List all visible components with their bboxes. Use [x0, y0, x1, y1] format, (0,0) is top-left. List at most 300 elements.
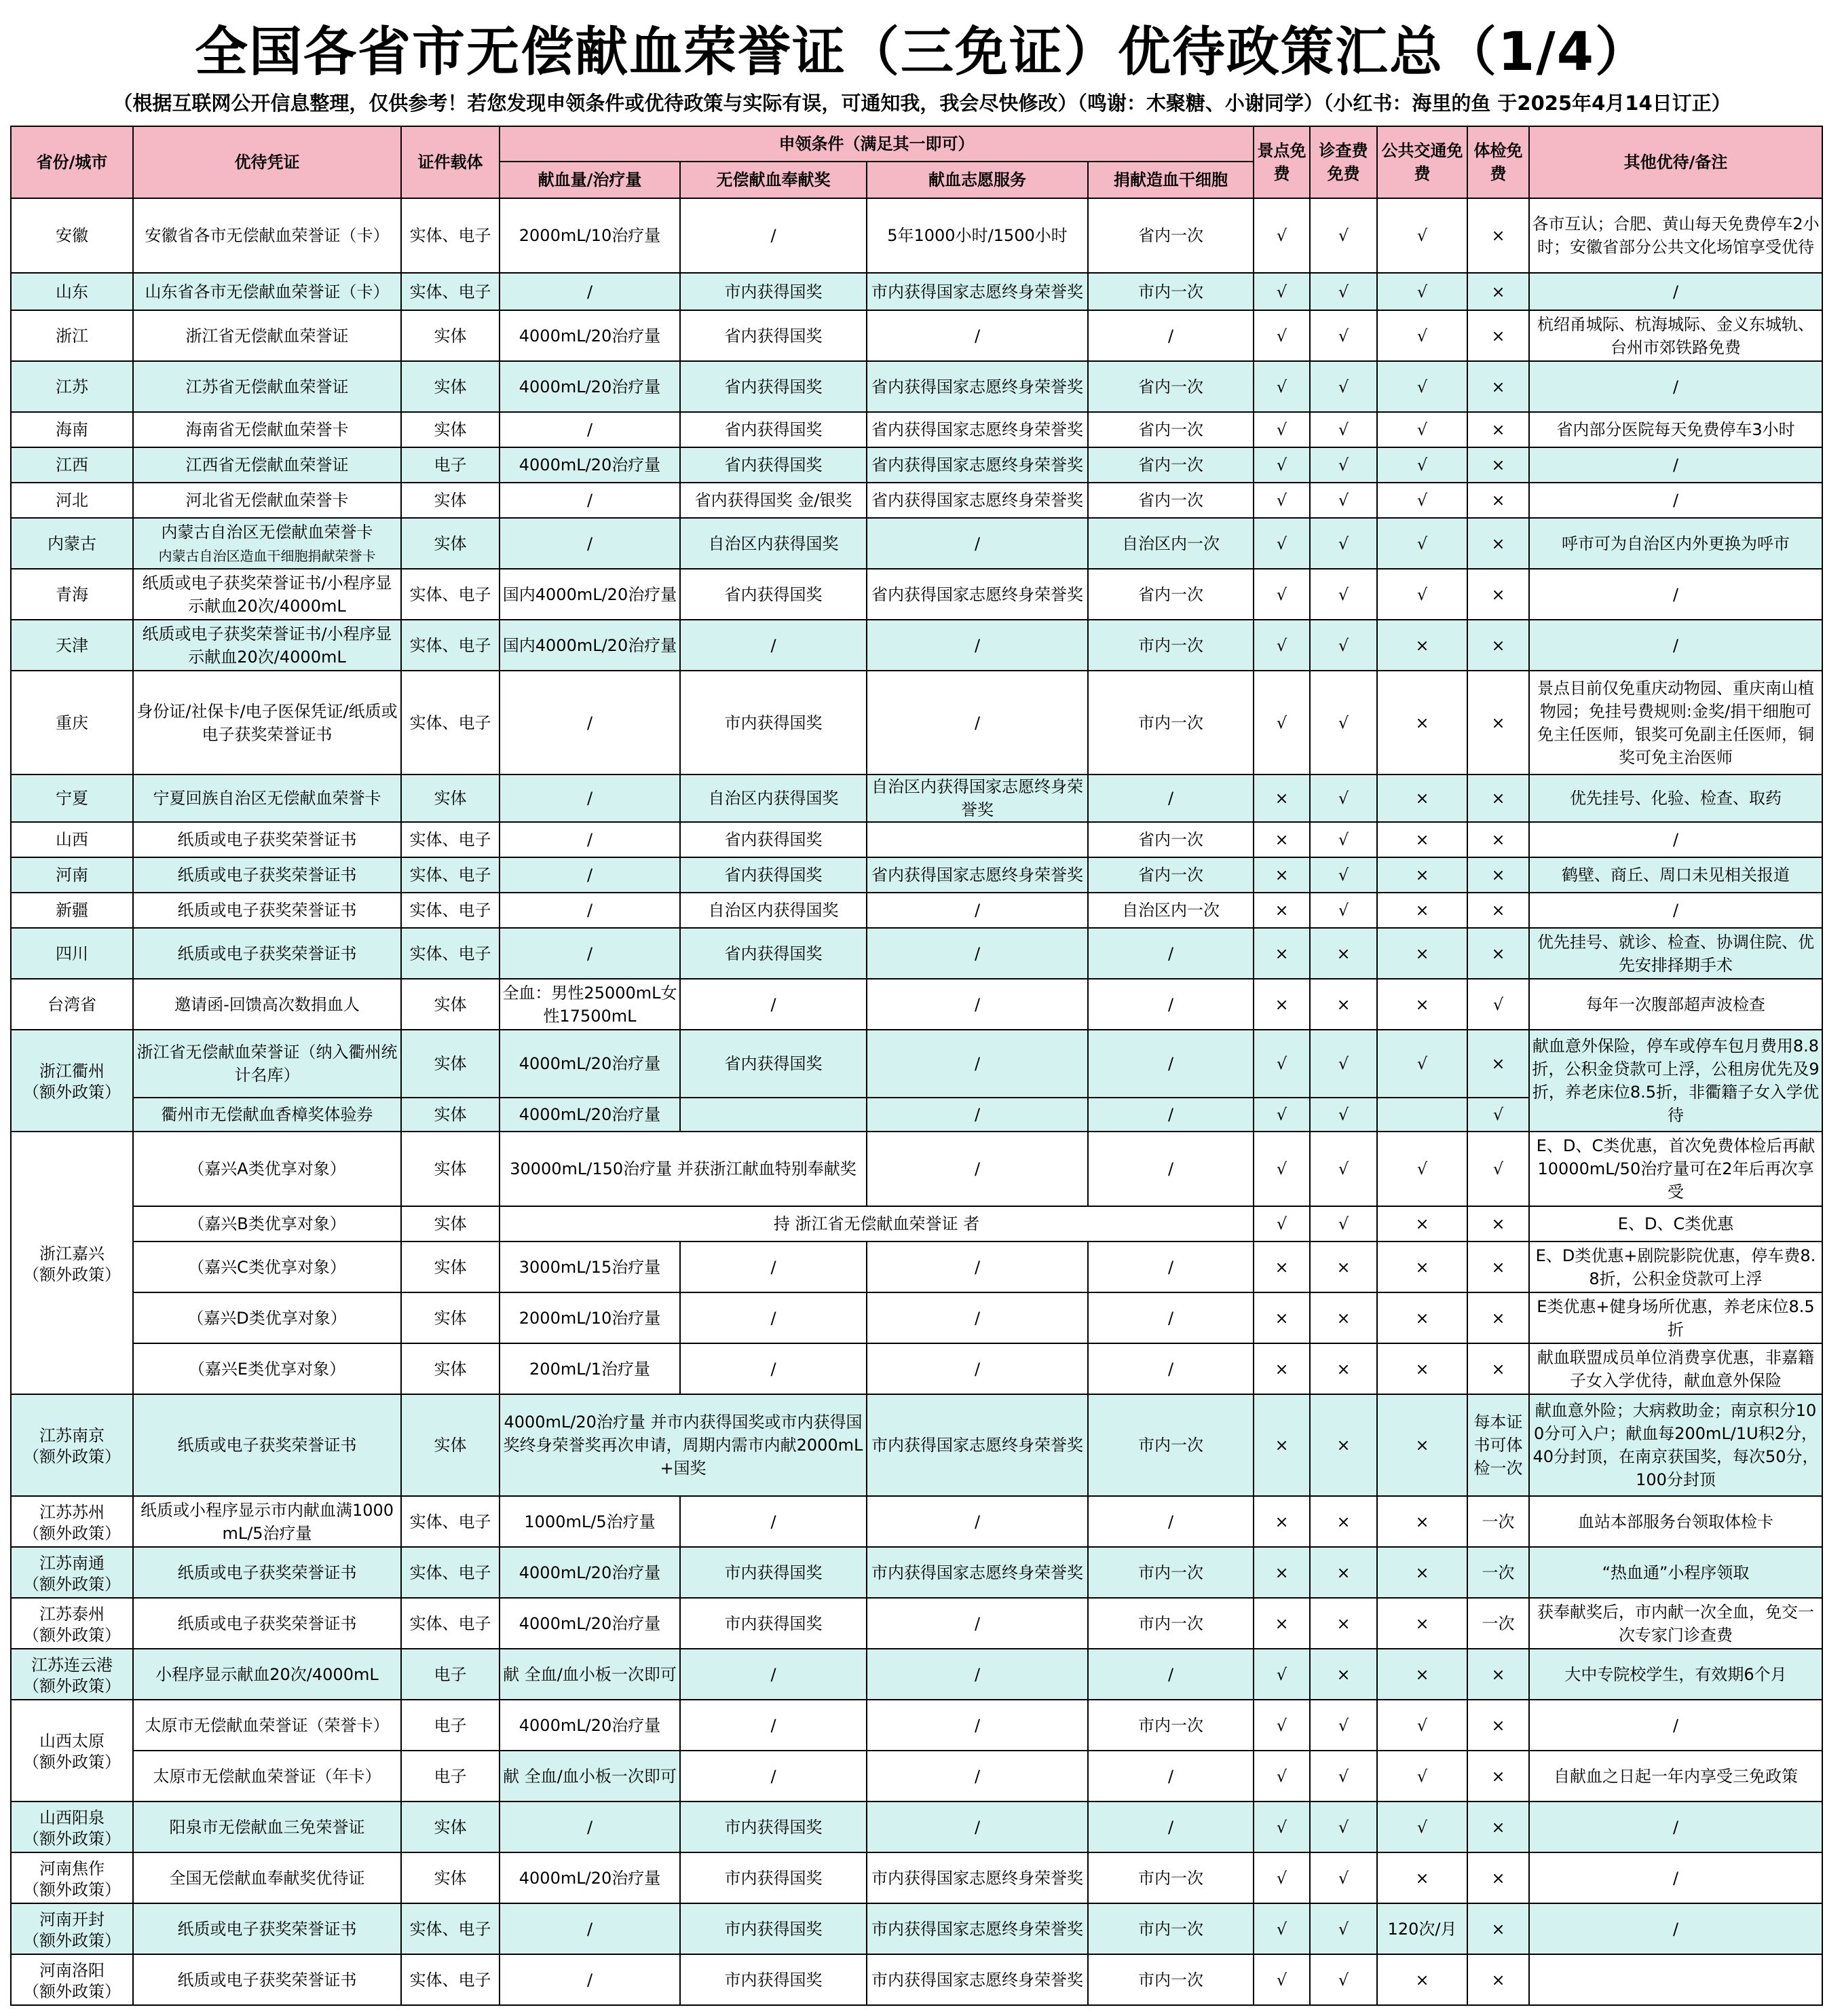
- transit-mark: ×: [1377, 1292, 1467, 1343]
- carrier-cell: 实体: [401, 774, 500, 822]
- note-cell: 各市互认；合肥、黄山每天免费停车2小时；安徽省部分公共文化场馆享受优待: [1529, 198, 1822, 273]
- carrier-cell: 电子: [401, 1649, 500, 1700]
- volunteer-cell: 省内获得国家志愿终身荣誉奖: [867, 447, 1088, 483]
- award-cell: 省内获得国奖: [680, 1030, 867, 1098]
- stem-cell: 市内一次: [1088, 1852, 1254, 1903]
- volume-cell: 4000mL/20治疗量: [500, 310, 680, 361]
- note-cell: 献血意外险；大病救助金；南京积分100分可入户；献血每200mL/1U积2分，40分封顶，在南京获国奖，每次50分，100分封顶: [1529, 1394, 1822, 1496]
- carrier-cell: 实体: [401, 1132, 500, 1206]
- award-cell: 市内获得国奖: [680, 1903, 867, 1954]
- volume-cell: 30000mL/150治疗量 并获浙江献血特别奉献奖: [500, 1132, 867, 1206]
- transit-mark: ×: [1377, 620, 1467, 671]
- volunteer-cell: /: [867, 1802, 1088, 1852]
- cert-cell: 安徽省各市无偿献血荣誉证（卡）: [133, 198, 401, 273]
- clinic-mark: √: [1310, 1206, 1377, 1242]
- volunteer-cell: 市内获得国家志愿终身荣誉奖: [867, 1954, 1088, 2005]
- note-cell: E、D、C类优惠，首次免费体检后再献10000mL/50治疗量可在2年后再次享受: [1529, 1132, 1822, 1206]
- volunteer-cell: 省内获得国家志愿终身荣誉奖: [867, 361, 1088, 412]
- carrier-cell: 实体: [401, 518, 500, 569]
- volume-cell: /: [500, 774, 680, 822]
- volume-cell: 4000mL/20治疗量: [500, 1700, 680, 1751]
- carrier-cell: 电子: [401, 447, 500, 483]
- stem-cell: 自治区内一次: [1088, 893, 1254, 928]
- carrier-cell: 实体、电子: [401, 1547, 500, 1598]
- transit-mark: √: [1377, 1132, 1467, 1206]
- carrier-cell: 实体: [401, 310, 500, 361]
- province-name: 河南焦作: [39, 1859, 105, 1878]
- stem-cell: /: [1088, 1343, 1254, 1394]
- clinic-mark: ×: [1310, 1496, 1377, 1547]
- transit-mark: ×: [1377, 671, 1467, 774]
- carrier-cell: 实体、电子: [401, 1954, 500, 2005]
- scenic-mark: ×: [1254, 1547, 1310, 1598]
- award-cell: /: [680, 979, 867, 1030]
- province-cell: [11, 1030, 133, 1132]
- volunteer-cell: /: [867, 1700, 1088, 1751]
- scenic-mark: √: [1254, 569, 1310, 620]
- checkup-mark: ×: [1467, 1030, 1529, 1098]
- volume-cell: /: [500, 893, 680, 928]
- clinic-mark: √: [1310, 1030, 1377, 1098]
- transit-mark: ×: [1377, 1547, 1467, 1598]
- scenic-mark: √: [1254, 198, 1310, 273]
- province-extra: （额外政策）: [23, 1083, 121, 1102]
- checkup-mark: 一次: [1467, 1547, 1529, 1598]
- cert-cell: 纸质或电子获奖荣誉证书: [133, 893, 401, 928]
- scenic-mark: √: [1254, 1098, 1310, 1132]
- transit-mark: ×: [1377, 1206, 1467, 1242]
- transit-mark: [1377, 1098, 1467, 1132]
- note-cell: “热血通”小程序领取: [1529, 1547, 1822, 1598]
- province-cell: 重庆: [11, 671, 133, 774]
- carrier-cell: 实体: [401, 361, 500, 412]
- transit-mark: √: [1377, 1700, 1467, 1751]
- note-cell: /: [1529, 361, 1822, 412]
- stem-cell: 市内一次: [1088, 1903, 1254, 1954]
- scenic-mark: √: [1254, 1751, 1310, 1802]
- province-cell: 宁夏: [11, 774, 133, 822]
- carrier-cell: 实体: [401, 1206, 500, 1242]
- cert-cell: 纸质或电子获奖荣誉证书: [133, 857, 401, 893]
- note-cell: 省内部分医院每天免费停车3小时: [1529, 412, 1822, 447]
- transit-mark: √: [1377, 273, 1467, 310]
- province-cell: 四川: [11, 928, 133, 979]
- stem-cell: 市内一次: [1088, 1547, 1254, 1598]
- cert-cell: 江西省无偿献血荣誉证: [133, 447, 401, 483]
- cert-line-2: 内蒙古自治区造血干细胞捐献荣誉卡: [158, 547, 376, 564]
- volunteer-cell: /: [867, 979, 1088, 1030]
- header-carrier: 证件载体: [401, 126, 500, 198]
- stem-cell: 市内一次: [1088, 620, 1254, 671]
- province-extra: （额外政策）: [23, 1981, 121, 2001]
- conditions-merged-cell: 持 浙江省无偿献血荣誉证 者: [500, 1206, 1254, 1242]
- carrier-cell: 实体: [401, 483, 500, 518]
- volunteer-cell: 自治区内获得国家志愿终身荣誉奖: [867, 774, 1088, 822]
- clinic-mark: ×: [1310, 1394, 1377, 1496]
- header-clinic: 诊查费免费: [1310, 126, 1377, 198]
- checkup-mark: 每本证书可体检一次: [1467, 1394, 1529, 1496]
- note-cell: /: [1529, 822, 1822, 857]
- scenic-mark: √: [1254, 1802, 1310, 1852]
- award-cell: /: [680, 1649, 867, 1700]
- province-name: 江苏连云港: [31, 1655, 113, 1675]
- carrier-cell: 实体、电子: [401, 928, 500, 979]
- stem-cell: 省内一次: [1088, 483, 1254, 518]
- clinic-mark: √: [1310, 1098, 1377, 1132]
- volunteer-cell: /: [867, 928, 1088, 979]
- volunteer-cell: 市内获得国家志愿终身荣誉奖: [867, 273, 1088, 310]
- award-cell: 省内获得国奖: [680, 822, 867, 857]
- checkup-mark: ×: [1467, 1700, 1529, 1751]
- transit-mark: ×: [1377, 1496, 1467, 1547]
- page-subtitle: （根据互联网公开信息整理，仅供参考！若您发现申领条件或优待政策与实际有误，可通知我，我会尽快修改）（鸣谢：木聚糖、小谢同学）（小红书：海里的鱼 于2025年4月14日订正）: [113, 92, 1731, 115]
- volume-cell: /: [500, 822, 680, 857]
- volume-cell: /: [500, 1903, 680, 1954]
- transit-mark: ×: [1377, 857, 1467, 893]
- stem-cell: 市内一次: [1088, 1700, 1254, 1751]
- volunteer-cell: /: [867, 1030, 1088, 1098]
- stem-cell: 省内一次: [1088, 361, 1254, 412]
- note-cell: 献血联盟成员单位消费享优惠，非嘉籍子女入学优待，献血意外保险: [1529, 1343, 1822, 1394]
- province-cell: [11, 1394, 133, 1496]
- transit-mark: ×: [1377, 1649, 1467, 1700]
- transit-mark: √: [1377, 412, 1467, 447]
- transit-mark: √: [1377, 310, 1467, 361]
- transit-mark: √: [1377, 569, 1467, 620]
- award-cell: 市内获得国奖: [680, 1802, 867, 1852]
- volunteer-cell: /: [867, 893, 1088, 928]
- scenic-mark: ×: [1254, 822, 1310, 857]
- clinic-mark: √: [1310, 483, 1377, 518]
- volunteer-cell: 市内获得国家志愿终身荣誉奖: [867, 1852, 1088, 1903]
- cert-cell: 纸质或电子获奖荣誉证书: [133, 1394, 401, 1496]
- clinic-mark: ×: [1310, 1292, 1377, 1343]
- cert-cell: （嘉兴B类优享对象）: [133, 1206, 401, 1242]
- stem-cell: /: [1088, 1496, 1254, 1547]
- volume-cell: /: [500, 412, 680, 447]
- volume-cell: 4000mL/20治疗量 并市内获得国奖或市内获得国奖终身荣誉奖再次申请，周期内需市内献2000mL+国奖: [500, 1394, 867, 1496]
- award-cell: 市内获得国奖: [680, 273, 867, 310]
- cert-cell: 浙江省无偿献血荣誉证: [133, 310, 401, 361]
- checkup-mark: 一次: [1467, 1598, 1529, 1649]
- scenic-mark: ×: [1254, 1496, 1310, 1547]
- cert-cell: 纸质或电子获奖荣誉证书: [133, 1954, 401, 2005]
- checkup-mark: 一次: [1467, 1496, 1529, 1547]
- province-cell: 台湾省: [11, 979, 133, 1030]
- cert-cell: 宁夏回族自治区无偿献血荣誉卡: [133, 774, 401, 822]
- note-cell: 鹤壁、商丘、周口未见相关报道: [1529, 857, 1822, 893]
- province-extra: （额外政策）: [23, 1265, 121, 1284]
- award-cell: /: [680, 1343, 867, 1394]
- volume-cell: 1000mL/5治疗量: [500, 1496, 680, 1547]
- checkup-mark: ×: [1467, 569, 1529, 620]
- carrier-cell: 实体: [401, 412, 500, 447]
- note-cell: /: [1529, 1802, 1822, 1852]
- clinic-mark: √: [1310, 447, 1377, 483]
- cert-cell: 纸质或电子获奖荣誉证书: [133, 1598, 401, 1649]
- header-award: 无偿献血奉献奖: [680, 162, 867, 198]
- volume-cell: 4000mL/20治疗量: [500, 447, 680, 483]
- transit-mark: √: [1377, 518, 1467, 569]
- page-title: 全国各省市无偿献血荣誉证（三免证）优待政策汇总（1/4）: [194, 22, 1650, 83]
- header-province: 省份/城市: [11, 126, 133, 198]
- carrier-cell: 实体、电子: [401, 273, 500, 310]
- transit-mark: ×: [1377, 979, 1467, 1030]
- checkup-mark: ×: [1467, 361, 1529, 412]
- note-cell: E、D类优惠+剧院影院优惠，停车费8.8折，公积金贷款可上浮: [1529, 1242, 1822, 1292]
- award-cell: 省内获得国奖: [680, 447, 867, 483]
- clinic-mark: √: [1310, 569, 1377, 620]
- stem-cell: /: [1088, 310, 1254, 361]
- transit-mark: √: [1377, 198, 1467, 273]
- scenic-mark: √: [1254, 518, 1310, 569]
- carrier-cell: 实体: [401, 1802, 500, 1852]
- header-scenic: 景点免费: [1254, 126, 1310, 198]
- transit-mark: 120次/月: [1377, 1903, 1467, 1954]
- carrier-cell: 实体、电子: [401, 1496, 500, 1547]
- carrier-cell: 实体: [401, 1292, 500, 1343]
- carrier-cell: 实体、电子: [401, 569, 500, 620]
- clinic-mark: √: [1310, 822, 1377, 857]
- note-cell: 优先挂号、就诊、检查、协调住院、优先安排择期手术: [1529, 928, 1822, 979]
- volunteer-cell: /: [867, 1132, 1088, 1206]
- header-volume: 献血量/治疗量: [500, 162, 680, 198]
- province-cell: 安徽: [11, 198, 133, 273]
- stem-cell: 市内一次: [1088, 1394, 1254, 1496]
- transit-mark: √: [1377, 1802, 1467, 1852]
- volunteer-cell: [867, 822, 1088, 857]
- scenic-mark: ×: [1254, 1242, 1310, 1292]
- volunteer-cell: 省内获得国家志愿终身荣誉奖: [867, 569, 1088, 620]
- cert-cell: 江苏省无偿献血荣誉证: [133, 361, 401, 412]
- award-cell: 自治区内获得国奖: [680, 893, 867, 928]
- header-other: 其他优待/备注: [1529, 126, 1822, 198]
- cert-cell: 河北省无偿献血荣誉卡: [133, 483, 401, 518]
- volunteer-cell: 省内获得国家志愿终身荣誉奖: [867, 412, 1088, 447]
- transit-mark: √: [1377, 483, 1467, 518]
- cert-cell: 纸质或电子获奖荣誉证书: [133, 1903, 401, 1954]
- scenic-mark: ×: [1254, 1394, 1310, 1496]
- award-cell: 省内获得国奖: [680, 569, 867, 620]
- note-cell: E、D、C类优惠: [1529, 1206, 1822, 1242]
- award-cell: 省内获得国奖 金/银奖: [680, 483, 867, 518]
- clinic-mark: √: [1310, 671, 1377, 774]
- scenic-mark: √: [1254, 412, 1310, 447]
- cert-cell: 纸质或电子获奖荣誉证书/小程序显示献血20次/4000mL: [133, 620, 401, 671]
- clinic-mark: √: [1310, 1700, 1377, 1751]
- clinic-mark: √: [1310, 518, 1377, 569]
- note-cell: [1529, 1954, 1822, 2005]
- volunteer-cell: /: [867, 1292, 1088, 1343]
- checkup-mark: ×: [1467, 1343, 1529, 1394]
- stem-cell: /: [1088, 979, 1254, 1030]
- checkup-mark: ×: [1467, 1242, 1529, 1292]
- cert-cell: （嘉兴A类优享对象）: [133, 1132, 401, 1206]
- stem-cell: 市内一次: [1088, 1954, 1254, 2005]
- stem-cell: /: [1088, 1649, 1254, 1700]
- province-extra: （额外政策）: [23, 1930, 121, 1950]
- note-cell: 大中专院校学生，有效期6个月: [1529, 1649, 1822, 1700]
- scenic-mark: √: [1254, 1132, 1310, 1206]
- clinic-mark: ×: [1310, 1343, 1377, 1394]
- transit-mark: ×: [1377, 1343, 1467, 1394]
- clinic-mark: √: [1310, 1751, 1377, 1802]
- clinic-mark: √: [1310, 273, 1377, 310]
- carrier-cell: 电子: [401, 1751, 500, 1802]
- volunteer-cell: 市内获得国家志愿终身荣誉奖: [867, 1547, 1088, 1598]
- transit-mark: ×: [1377, 1394, 1467, 1496]
- stem-cell: /: [1088, 1098, 1254, 1132]
- checkup-mark: ×: [1467, 1852, 1529, 1903]
- province-extra: （额外政策）: [23, 1753, 121, 1772]
- note-cell: /: [1529, 620, 1822, 671]
- transit-mark: ×: [1377, 1954, 1467, 2005]
- province-cell: [11, 1598, 133, 1649]
- volume-cell: /: [500, 518, 680, 569]
- volume-cell: /: [500, 1802, 680, 1852]
- volume-cell: /: [500, 671, 680, 774]
- volunteer-cell: 市内获得国家志愿终身荣誉奖: [867, 1903, 1088, 1954]
- stem-cell: /: [1088, 1242, 1254, 1292]
- note-cell: 景点目前仅免重庆动物园、重庆南山植物园；免挂号费规则:金奖/捐干细胞可免主任医师，银奖可免副主任医师，铜奖可免主治医师: [1529, 671, 1822, 774]
- volume-cell: 全血：男性25000mL女性17500mL: [500, 979, 680, 1030]
- province-extra: （额外政策）: [23, 1447, 121, 1466]
- scenic-mark: √: [1254, 1700, 1310, 1751]
- province-cell: 山东: [11, 273, 133, 310]
- carrier-cell: 实体、电子: [401, 671, 500, 774]
- cert-cell: 阳泉市无偿献血三免荣誉证: [133, 1802, 401, 1852]
- note-cell: 优先挂号、化验、检查、取药: [1529, 774, 1822, 822]
- scenic-mark: √: [1254, 483, 1310, 518]
- province-cell: 海南: [11, 412, 133, 447]
- stem-cell: /: [1088, 1802, 1254, 1852]
- volume-cell: 献 全血/血小板一次即可: [500, 1649, 680, 1700]
- scenic-mark: √: [1254, 273, 1310, 310]
- transit-mark: √: [1377, 361, 1467, 412]
- checkup-mark: ×: [1467, 412, 1529, 447]
- clinic-mark: √: [1310, 893, 1377, 928]
- stem-cell: 自治区内一次: [1088, 518, 1254, 569]
- award-cell: 省内获得国奖: [680, 361, 867, 412]
- stem-cell: 省内一次: [1088, 857, 1254, 893]
- clinic-mark: √: [1310, 198, 1377, 273]
- stem-cell: 市内一次: [1088, 671, 1254, 774]
- scenic-mark: ×: [1254, 928, 1310, 979]
- carrier-cell: 实体: [401, 1343, 500, 1394]
- volume-cell: 4000mL/20治疗量: [500, 1030, 680, 1098]
- stem-cell: 省内一次: [1088, 198, 1254, 273]
- clinic-mark: √: [1310, 857, 1377, 893]
- checkup-mark: ×: [1467, 1206, 1529, 1242]
- volunteer-cell: /: [867, 1343, 1088, 1394]
- clinic-mark: √: [1310, 412, 1377, 447]
- province-cell: 新疆: [11, 893, 133, 928]
- province-cell: 浙江: [11, 310, 133, 361]
- carrier-cell: 实体、电子: [401, 620, 500, 671]
- province-extra: （额外政策）: [23, 1829, 121, 1848]
- volunteer-cell: 省内获得国家志愿终身荣誉奖: [867, 483, 1088, 518]
- province-name: 河南洛阳: [39, 1960, 105, 1980]
- award-cell: /: [680, 198, 867, 273]
- checkup-mark: ×: [1467, 198, 1529, 273]
- checkup-mark: ×: [1467, 447, 1529, 483]
- carrier-cell: 实体、电子: [401, 1598, 500, 1649]
- award-cell: 市内获得国奖: [680, 1598, 867, 1649]
- volunteer-cell: 5年1000小时/1500小时: [867, 198, 1088, 273]
- header-volunteer: 献血志愿服务: [867, 162, 1088, 198]
- clinic-mark: √: [1310, 1903, 1377, 1954]
- volunteer-cell: /: [867, 1649, 1088, 1700]
- volume-cell: /: [500, 857, 680, 893]
- scenic-mark: √: [1254, 671, 1310, 774]
- province-cell: [11, 1649, 133, 1700]
- checkup-mark: ×: [1467, 1903, 1529, 1954]
- province-name: 山西阳泉: [39, 1808, 105, 1827]
- province-cell: 天津: [11, 620, 133, 671]
- volunteer-cell: /: [867, 518, 1088, 569]
- scenic-mark: √: [1254, 310, 1310, 361]
- volume-cell: 3000mL/15治疗量: [500, 1242, 680, 1292]
- volume-cell: 4000mL/20治疗量: [500, 1547, 680, 1598]
- scenic-mark: ×: [1254, 857, 1310, 893]
- volunteer-cell: /: [867, 1496, 1088, 1547]
- volume-cell: 4000mL/20治疗量: [500, 1098, 680, 1132]
- carrier-cell: 实体、电子: [401, 1903, 500, 1954]
- checkup-mark: ×: [1467, 1649, 1529, 1700]
- province-extra: （额外政策）: [23, 1676, 121, 1696]
- scenic-mark: √: [1254, 1954, 1310, 2005]
- transit-mark: ×: [1377, 1852, 1467, 1903]
- note-cell: /: [1529, 1903, 1822, 1954]
- award-cell: 省内获得国奖: [680, 310, 867, 361]
- stem-cell: 省内一次: [1088, 412, 1254, 447]
- volume-cell: 国内4000mL/20治疗量: [500, 620, 680, 671]
- scenic-mark: ×: [1254, 1292, 1310, 1343]
- volume-cell: /: [500, 1954, 680, 2005]
- cert-cell: 纸质或小程序显示市内献血满1000mL/5治疗量: [133, 1496, 401, 1547]
- volunteer-cell: /: [867, 620, 1088, 671]
- scenic-mark: √: [1254, 1030, 1310, 1098]
- stem-cell: 省内一次: [1088, 569, 1254, 620]
- province-cell: [11, 1547, 133, 1598]
- carrier-cell: 电子: [401, 1700, 500, 1751]
- header-cert: 优待凭证: [133, 126, 401, 198]
- note-cell: /: [1529, 569, 1822, 620]
- volunteer-cell: /: [867, 671, 1088, 774]
- province-cell: [11, 1852, 133, 1903]
- volume-cell: /: [500, 928, 680, 979]
- award-cell: 市内获得国奖: [680, 1852, 867, 1903]
- scenic-mark: ×: [1254, 1598, 1310, 1649]
- carrier-cell: 实体、电子: [401, 198, 500, 273]
- note-cell: 自献血之日起一年内享受三免政策: [1529, 1751, 1822, 1802]
- stem-cell: /: [1088, 1751, 1254, 1802]
- transit-mark: ×: [1377, 774, 1467, 822]
- province-name: 江苏泰州: [39, 1604, 105, 1624]
- award-cell: /: [680, 1292, 867, 1343]
- award-cell: 市内获得国奖: [680, 671, 867, 774]
- award-cell: 自治区内获得国奖: [680, 774, 867, 822]
- note-cell: 呼市可为自治区内外更换为呼市: [1529, 518, 1822, 569]
- volume-cell: /: [500, 273, 680, 310]
- clinic-mark: ×: [1310, 1242, 1377, 1292]
- clinic-mark: √: [1310, 310, 1377, 361]
- cert-cell: 海南省无偿献血荣誉卡: [133, 412, 401, 447]
- stem-cell: /: [1088, 1132, 1254, 1206]
- checkup-mark: ×: [1467, 774, 1529, 822]
- checkup-mark: ×: [1467, 483, 1529, 518]
- award-cell: /: [680, 1496, 867, 1547]
